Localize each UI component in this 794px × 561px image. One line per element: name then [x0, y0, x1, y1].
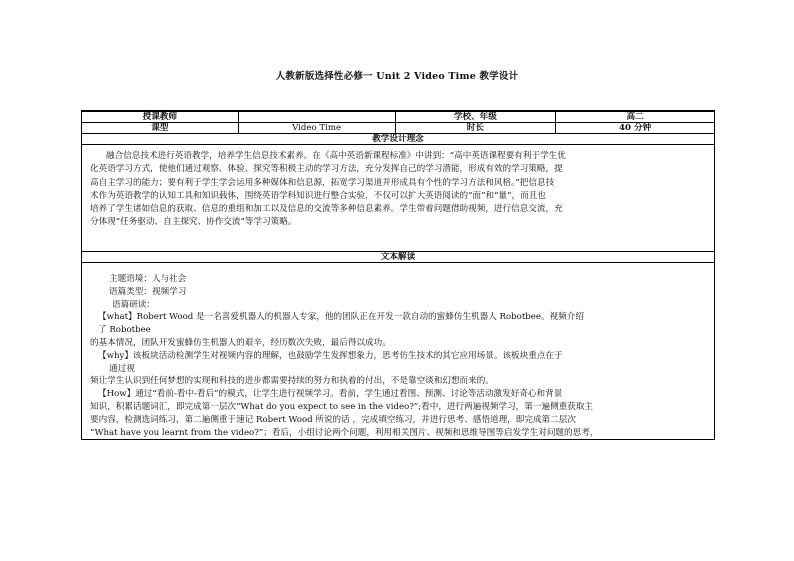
section2-body: [82, 263, 715, 440]
theme-line: 主题语境：人与社会: [109, 274, 187, 284]
section1-line: 高自主学习的能力；要有利于学生学会运用多种媒体和信息源，拓宽学习渠道并形成具有个性的学习方法和风格。”把信息技: [90, 177, 555, 188]
what-line: 【what】Robert Wood 是一名喜爱机器人的机器人专家，他的团队正在开发一款自动的蜜蜂仿生机器人 Robotbee。视频介绍: [98, 312, 584, 323]
why-line: 通过视: [109, 363, 135, 374]
section2-heading: 文本解读: [82, 252, 715, 263]
why-line: 频让学生认识到任何梦想的实现和科技的进步都需要持续的努力和执着的付出，不是靠空谈和幻想而来的。: [90, 376, 494, 387]
why-line: 【why】该板块活动检测学生对视频内容的理解，也鼓励学生发挥想象力，思考仿生技术的其它应用场景。该板块重点在于: [98, 350, 563, 361]
genre-line: 语篇类型：视频学习: [109, 286, 187, 297]
section1-line: 化英语学习方式，使他们通过观察、体验、探究等积极主动的学习方法，充分发挥自己的学习潜能，形成有效的学习策略，提: [90, 164, 563, 175]
how-line: “What have you learnt from the video?”；看后，小组讨论两个问题，利用相关图片、视频和思维导图等启发学生对问题的思考，: [90, 427, 599, 438]
what-line: 的基本情况，团队开发蜜蜂仿生机器人的艰辛，经历数次失败，最后得以成功。: [90, 337, 391, 348]
type-value: Video Time: [238, 123, 395, 134]
section1-line: 培养了学生诸如信息的获取、信息的重组和加工以及信息的交流等多种信息素养。学生带着问题借助视频，进行信息交流，充: [90, 204, 563, 215]
document-title: 人教新版选择性必修一 Unit 2 Video Time 教学设计: [275, 71, 519, 82]
section2-heading-row: [82, 252, 715, 263]
duration-label: 时长: [395, 123, 556, 134]
info-row-1: [82, 111, 715, 123]
teacher-label: 授课教师: [82, 111, 239, 123]
type-label: 课型: [82, 123, 239, 134]
how-line: 要内容，检测选词练习，第二遍侧重于速记 Robert Wood 所说的话 ，完成填空练习，并进行思考、感悟道理，即完成第二层次: [90, 414, 576, 425]
section1-heading: 教学设计理念: [82, 134, 715, 145]
lesson-plan-table: [81, 110, 715, 440]
section1-line: 术作为英语教学的认知工具和知识载体，围绕英语学科知识进行整合实验，不仅可以扩大英语阅读的“面”和“量”，而且也: [90, 190, 546, 201]
section1-body-row: [82, 145, 715, 252]
how-line: 【How】通过“看前-看中-看后”的模式，让学生进行视频学习。看前，学生通过看图、预测、讨论等活动激发好奇心和背景: [98, 389, 563, 400]
duration-value: 40 分钟: [556, 123, 715, 134]
section1-body: [82, 145, 715, 252]
study-line: 语篇研读：: [112, 299, 155, 310]
what-line: 了 Robotbee: [98, 325, 151, 336]
how-line: 知识，积累话题词汇，即完成第一层次“What do you expect to see in the video?”;看中，进行两遍视频学习，第一遍侧重获取主: [90, 401, 594, 412]
section2-body-row: [82, 263, 715, 440]
section1-line: 融合信息技术进行英语教学，培养学生信息技术素养。在《高中英语新课程标准》中讲到：“高中英语课程要有利于学生优: [106, 151, 566, 161]
teacher-value: [238, 111, 395, 123]
section1-line: 分体现“任务驱动、自主探究、协作交流”等学习策略。: [90, 217, 297, 228]
section1-heading-row: [82, 134, 715, 145]
info-row-2: [82, 123, 715, 134]
school-label: 学校、年级: [395, 111, 556, 123]
school-value: 高二: [556, 111, 715, 123]
